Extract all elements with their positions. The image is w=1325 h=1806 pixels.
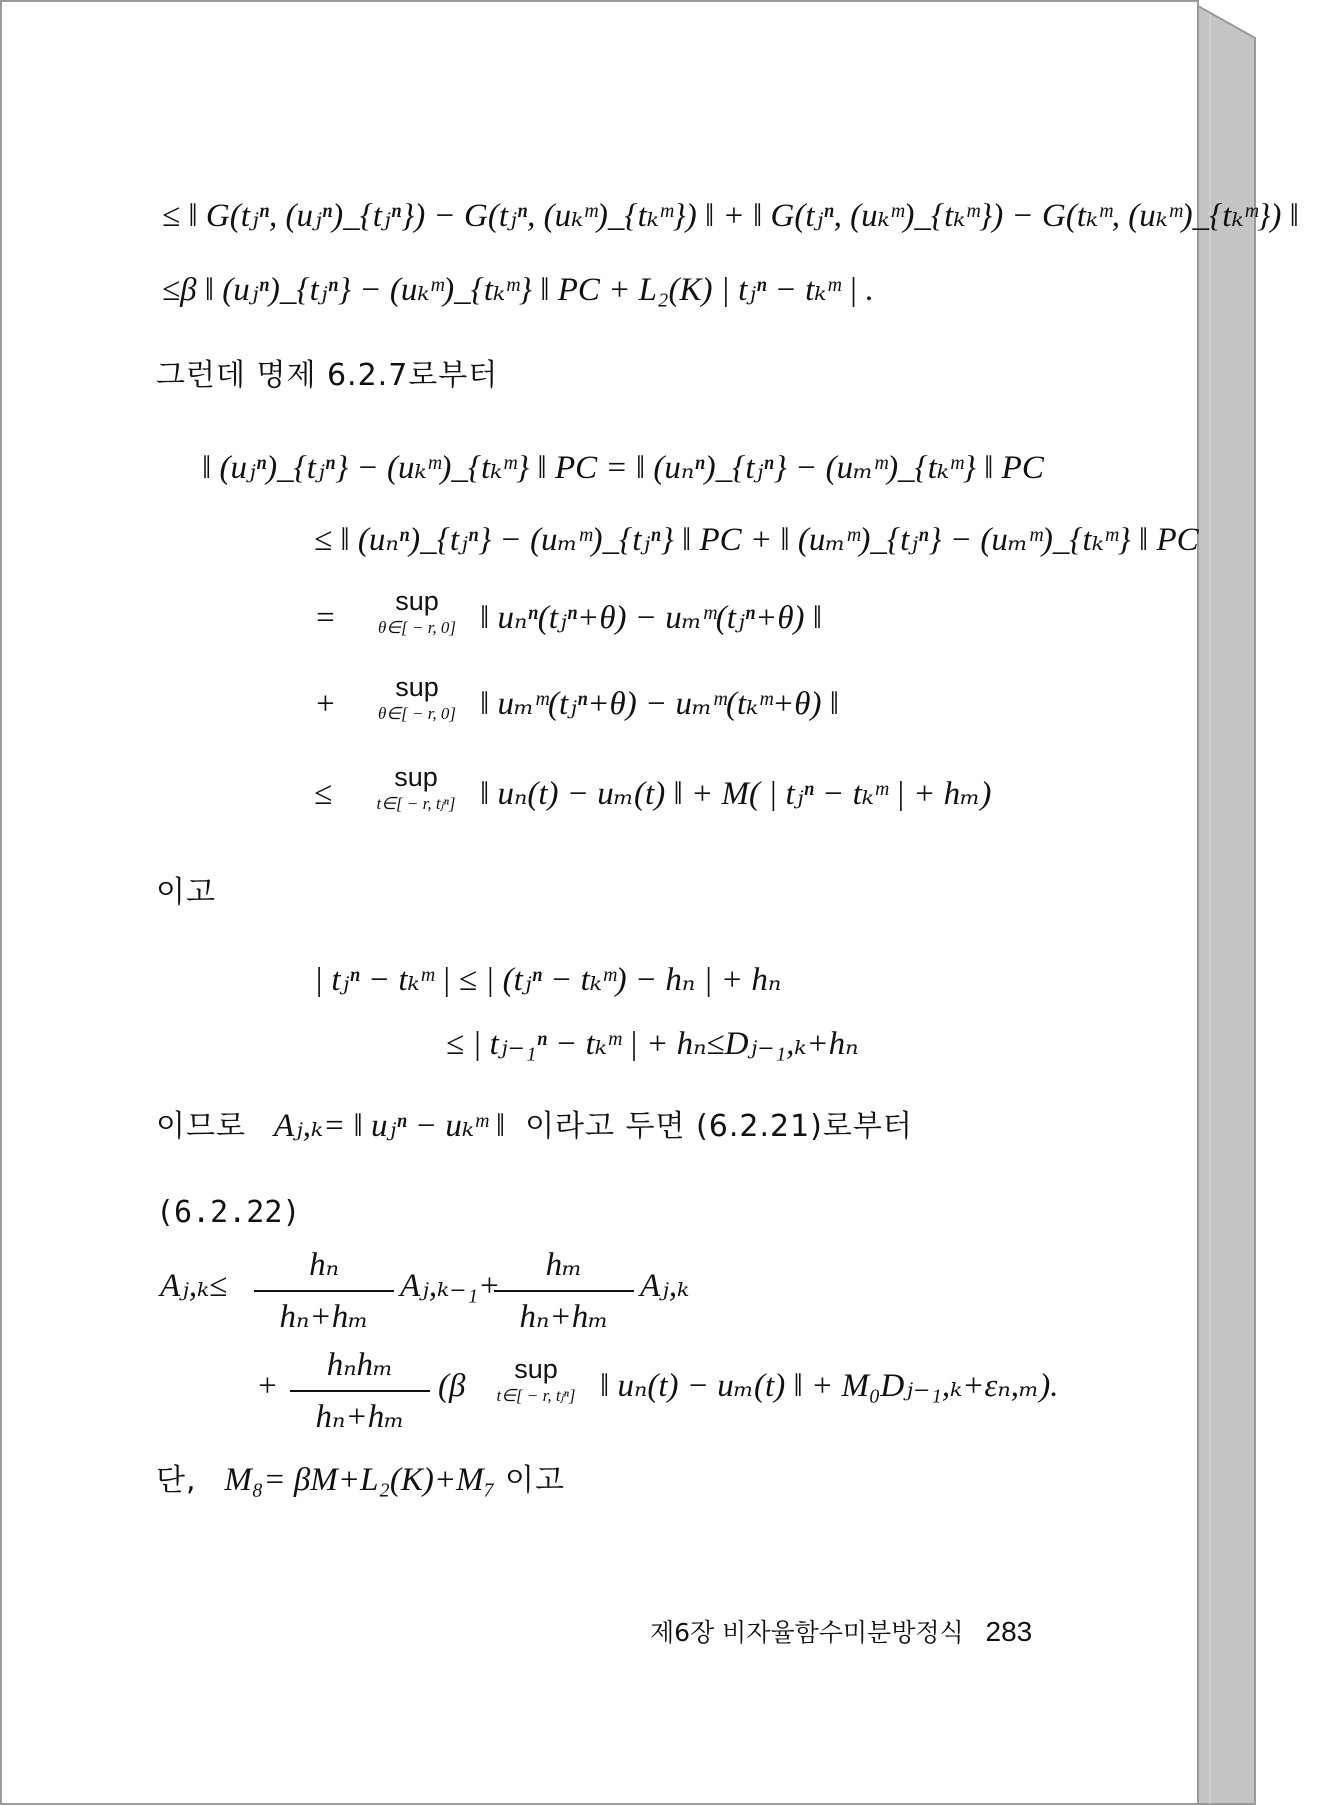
fraction-denominator: hₙ+hₘ xyxy=(519,1299,609,1335)
book-spine-edge xyxy=(1198,6,1255,1804)
beta-open-paren: (β xyxy=(438,1368,466,1404)
plus-sign-continuation: + xyxy=(256,1368,279,1404)
time-inequality-1: | tⱼⁿ − tₖᵐ | ≤ | (tⱼⁿ − tₖᵐ) − hₙ | + hₙ xyxy=(314,962,782,998)
sup-subscript: t∈[ − r, tⱼⁿ] xyxy=(496,1386,576,1405)
sup-word: sup xyxy=(514,1354,558,1384)
fraction-denominator: hₙ+hₘ xyxy=(279,1299,369,1335)
inequality-line-2: ≤β ‖ (uⱼⁿ)_{tⱼⁿ} − (uₖᵐ)_{tₖᵐ} ‖ PC + L₂(K) | tⱼⁿ − tₖᵐ | . xyxy=(162,272,874,308)
fraction-1 xyxy=(254,1244,394,1336)
page-footer xyxy=(650,1616,1032,1647)
chapter-title: 제6장 비자율함수미분방정식 xyxy=(650,1618,964,1647)
text-where: 단, xyxy=(156,1463,197,1498)
text-proposition-ref: 그런데 명제 6.2.7로부터 xyxy=(156,358,499,393)
sup-operator-1 xyxy=(362,588,472,636)
text-where-line xyxy=(156,1464,565,1497)
sup-word: sup xyxy=(395,586,439,616)
sup-term-1: ‖ uₙⁿ(tⱼⁿ+θ) − uₘᵐ(tⱼⁿ+θ) ‖ xyxy=(480,600,823,636)
time-inequality-2: ≤ | tⱼ₋₁ⁿ − tₖᵐ | + hₙ≤Dⱼ₋₁,ₖ+hₙ xyxy=(446,1026,859,1062)
sup-operator-3 xyxy=(356,764,476,812)
fraction-3 xyxy=(290,1344,430,1436)
fraction-numerator: hₘ xyxy=(494,1244,634,1292)
sup-subscript: θ∈[ − r, 0] xyxy=(377,704,457,723)
fraction-numerator: hₙ xyxy=(254,1244,394,1292)
sup-word: sup xyxy=(394,762,438,792)
norm-equation-1: ‖ (uⱼⁿ)_{tⱼⁿ} − (uₖᵐ)_{tₖᵐ} ‖ PC = ‖ (uₙⁿ)_{tⱼⁿ} − (uₘᵐ)_{tₖᵐ} ‖ PC xyxy=(202,450,1044,486)
page-content xyxy=(6,4,1299,1800)
text-therefore: 이므로 xyxy=(156,1109,246,1144)
equation-middle-term: Aⱼ,ₖ₋₁+ xyxy=(400,1268,501,1304)
page-number: 283 xyxy=(985,1616,1033,1647)
text-definition-line xyxy=(156,1110,913,1143)
fraction-numerator: hₙhₘ xyxy=(290,1344,430,1392)
text-and: 이고 xyxy=(156,875,216,910)
text-from-equation: 이라고 두면 (6.2.21)로부터 xyxy=(525,1109,913,1144)
fraction-2 xyxy=(494,1244,634,1336)
text-and-2: 이고 xyxy=(504,1463,565,1498)
sup-term-2: ‖ uₘᵐ(tⱼⁿ+θ) − uₘᵐ(tₖᵐ+θ) ‖ xyxy=(480,686,839,722)
sup-term-3: ‖ uₙ(t) − uₘ(t) ‖ + M( | tⱼⁿ − tₖᵐ | + hₘ) xyxy=(480,776,992,812)
a-jk-definition: Aⱼ,ₖ= ‖ uⱼⁿ − uₖᵐ ‖ xyxy=(273,1108,506,1144)
sup-operator-2 xyxy=(362,674,472,722)
equals-sign: = xyxy=(314,600,337,636)
sup-word: sup xyxy=(395,672,439,702)
inequality-line-1: ≤ ‖ G(tⱼⁿ, (uⱼⁿ)_{tⱼⁿ}) − G(tⱼⁿ, (uₖᵐ)_{tₖᵐ}) ‖ + ‖ G(tⱼⁿ, (uₖᵐ)_{tₖᵐ}) − G(tₖᵐ, (uₖᵐ)_{tₖᵐ}) ‖ xyxy=(162,198,1299,234)
sup-subscript: t∈[ − r, tⱼⁿ] xyxy=(376,794,456,813)
less-equal-sign: ≤ xyxy=(314,776,333,812)
equation-end-term: Aⱼ,ₖ xyxy=(640,1268,690,1304)
sup-term-4: ‖ uₙ(t) − uₘ(t) ‖ + M₀Dⱼ₋₁,ₖ+εₙ,ₘ). xyxy=(600,1368,1059,1404)
sup-subscript: θ∈[ − r, 0] xyxy=(377,618,457,637)
m8-definition: M₈= βM+L₂(K)+M₇ xyxy=(224,1462,496,1498)
equation-lhs: Aⱼ,ₖ≤ xyxy=(160,1268,228,1304)
equation-number: (6.2.22) xyxy=(156,1195,301,1230)
sup-operator-4 xyxy=(476,1356,596,1404)
fraction-denominator: hₙ+hₘ xyxy=(315,1399,405,1435)
plus-sign: + xyxy=(314,686,337,722)
norm-equation-2: ≤ ‖ (uₙⁿ)_{tⱼⁿ} − (uₘᵐ)_{tⱼⁿ} ‖ PC + ‖ (uₘᵐ)_{tⱼⁿ} − (uₘᵐ)_{tₖᵐ} ‖ PC xyxy=(314,522,1199,558)
